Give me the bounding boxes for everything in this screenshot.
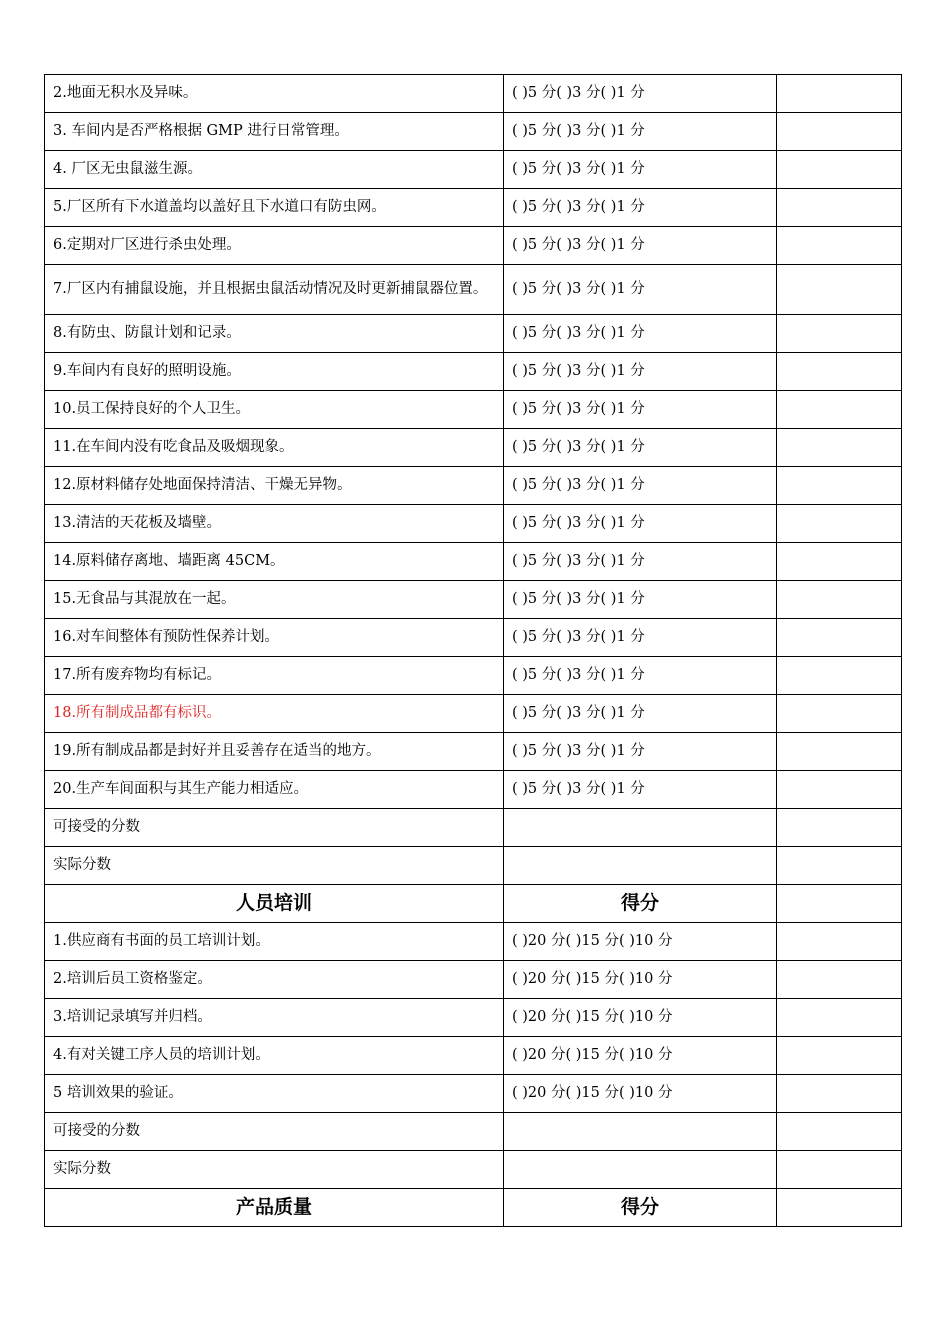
table-row (45, 189, 902, 227)
criterion-text: 2.培训后员工资格鉴定。 (45, 961, 504, 999)
criterion-text: 15.无食品与其混放在一起。 (45, 581, 504, 619)
remarks-cell (777, 315, 902, 353)
table-row (45, 265, 902, 315)
table-row (45, 353, 902, 391)
criterion-text: 9.车间内有良好的照明设施。 (45, 353, 504, 391)
criterion-text: 实际分数 (45, 1151, 504, 1189)
criterion-text: 7.厂区内有捕鼠设施，并且根据虫鼠活动情况及时更新捕鼠器位置。 (45, 265, 504, 315)
score-options: ( )5 分( )3 分( )1 分 (504, 113, 777, 151)
criterion-text: 17.所有废弃物均有标记。 (45, 657, 504, 695)
score-options: ( )5 分( )3 分( )1 分 (504, 353, 777, 391)
remarks-cell (777, 543, 902, 581)
remarks-cell (777, 505, 902, 543)
section-title: 人员培训 (45, 885, 504, 923)
table-row (45, 505, 902, 543)
table-row (45, 1075, 902, 1113)
criterion-text: 5 培训效果的验证。 (45, 1075, 504, 1113)
remarks-cell (777, 999, 902, 1037)
table-row (45, 657, 902, 695)
table-row (45, 467, 902, 505)
table-row (45, 429, 902, 467)
remarks-cell (777, 189, 902, 227)
remarks-cell (777, 923, 902, 961)
table-row (45, 847, 902, 885)
table-row (45, 315, 902, 353)
remarks-cell (777, 1113, 902, 1151)
score-options: ( )20 分( )15 分( )10 分 (504, 1075, 777, 1113)
remarks-cell (777, 657, 902, 695)
remarks-cell (777, 733, 902, 771)
table-row (45, 961, 902, 999)
remarks-cell (777, 265, 902, 315)
remarks-cell (777, 1189, 902, 1227)
remarks-cell (777, 1075, 902, 1113)
score-options: ( )20 分( )15 分( )10 分 (504, 961, 777, 999)
criterion-text: 11.在车间内没有吃食品及吸烟现象。 (45, 429, 504, 467)
score-header: 得分 (504, 1189, 777, 1227)
remarks-cell (777, 151, 902, 189)
table-row (45, 771, 902, 809)
table-row (45, 619, 902, 657)
table-row (45, 1113, 902, 1151)
score-options: ( )5 分( )3 分( )1 分 (504, 657, 777, 695)
remarks-cell (777, 695, 902, 733)
section-title: 产品质量 (45, 1189, 504, 1227)
score-options: ( )5 分( )3 分( )1 分 (504, 467, 777, 505)
criterion-text: 10.员工保持良好的个人卫生。 (45, 391, 504, 429)
score-options: ( )5 分( )3 分( )1 分 (504, 189, 777, 227)
score-options: ( )5 分( )3 分( )1 分 (504, 733, 777, 771)
score-options (504, 1151, 777, 1189)
evaluation-table-body (45, 75, 902, 1227)
table-row (45, 113, 902, 151)
criterion-text: 可接受的分数 (45, 809, 504, 847)
criterion-text: 20.生产车间面积与其生产能力相适应。 (45, 771, 504, 809)
remarks-cell (777, 75, 902, 113)
remarks-cell (777, 467, 902, 505)
table-row (45, 999, 902, 1037)
remarks-cell (777, 1151, 902, 1189)
score-header: 得分 (504, 885, 777, 923)
score-options: ( )5 分( )3 分( )1 分 (504, 265, 777, 315)
criterion-text: 1.供应商有书面的员工培训计划。 (45, 923, 504, 961)
table-row (45, 1151, 902, 1189)
table-row (45, 695, 902, 733)
criterion-text: 可接受的分数 (45, 1113, 504, 1151)
criterion-text: 19.所有制成品都是封好并且妥善存在适当的地方。 (45, 733, 504, 771)
table-row (45, 543, 902, 581)
criterion-text: 3. 车间内是否严格根据 GMP 进行日常管理。 (45, 113, 504, 151)
score-options: ( )20 分( )15 分( )10 分 (504, 999, 777, 1037)
score-options: ( )5 分( )3 分( )1 分 (504, 391, 777, 429)
table-row (45, 1037, 902, 1075)
score-options: ( )5 分( )3 分( )1 分 (504, 151, 777, 189)
criterion-text: 实际分数 (45, 847, 504, 885)
score-options: ( )20 分( )15 分( )10 分 (504, 1037, 777, 1075)
criterion-text: 6.定期对厂区进行杀虫处理。 (45, 227, 504, 265)
remarks-cell (777, 227, 902, 265)
criterion-text: 4. 厂区无虫鼠滋生源。 (45, 151, 504, 189)
score-options (504, 809, 777, 847)
remarks-cell (777, 391, 902, 429)
remarks-cell (777, 353, 902, 391)
table-row (45, 151, 902, 189)
criterion-text: 8.有防虫、防鼠计划和记录。 (45, 315, 504, 353)
section-header-row (45, 1189, 902, 1227)
criterion-text: 12.原材料储存处地面保持清洁、干燥无异物。 (45, 467, 504, 505)
table-row (45, 391, 902, 429)
score-options: ( )5 分( )3 分( )1 分 (504, 429, 777, 467)
criterion-text: 16.对车间整体有预防性保养计划。 (45, 619, 504, 657)
remarks-cell (777, 113, 902, 151)
criterion-text: 4.有对关键工序人员的培训计划。 (45, 1037, 504, 1075)
criterion-text: 2.地面无积水及异味。 (45, 75, 504, 113)
score-options: ( )5 分( )3 分( )1 分 (504, 543, 777, 581)
criterion-text: 3.培训记录填写并归档。 (45, 999, 504, 1037)
score-options: ( )5 分( )3 分( )1 分 (504, 695, 777, 733)
remarks-cell (777, 847, 902, 885)
remarks-cell (777, 619, 902, 657)
score-options: ( )5 分( )3 分( )1 分 (504, 581, 777, 619)
score-options: ( )20 分( )15 分( )10 分 (504, 923, 777, 961)
remarks-cell (777, 809, 902, 847)
table-row (45, 227, 902, 265)
score-options: ( )5 分( )3 分( )1 分 (504, 227, 777, 265)
score-options: ( )5 分( )3 分( )1 分 (504, 505, 777, 543)
criterion-text: 13.清洁的天花板及墙壁。 (45, 505, 504, 543)
remarks-cell (777, 581, 902, 619)
section-header-row (45, 885, 902, 923)
evaluation-table (44, 74, 902, 1227)
criterion-text: 18.所有制成品都有标识。 (45, 695, 504, 733)
table-row (45, 75, 902, 113)
criterion-text: 14.原料储存离地、墙距离 45CM。 (45, 543, 504, 581)
table-row (45, 581, 902, 619)
remarks-cell (777, 1037, 902, 1075)
score-options: ( )5 分( )3 分( )1 分 (504, 75, 777, 113)
remarks-cell (777, 771, 902, 809)
score-options (504, 847, 777, 885)
score-options (504, 1113, 777, 1151)
criterion-text: 5.厂区所有下水道盖均以盖好且下水道口有防虫网。 (45, 189, 504, 227)
table-row (45, 923, 902, 961)
score-options: ( )5 分( )3 分( )1 分 (504, 619, 777, 657)
remarks-cell (777, 429, 902, 467)
table-row (45, 809, 902, 847)
remarks-cell (777, 961, 902, 999)
score-options: ( )5 分( )3 分( )1 分 (504, 771, 777, 809)
score-options: ( )5 分( )3 分( )1 分 (504, 315, 777, 353)
table-row (45, 733, 902, 771)
remarks-cell (777, 885, 902, 923)
